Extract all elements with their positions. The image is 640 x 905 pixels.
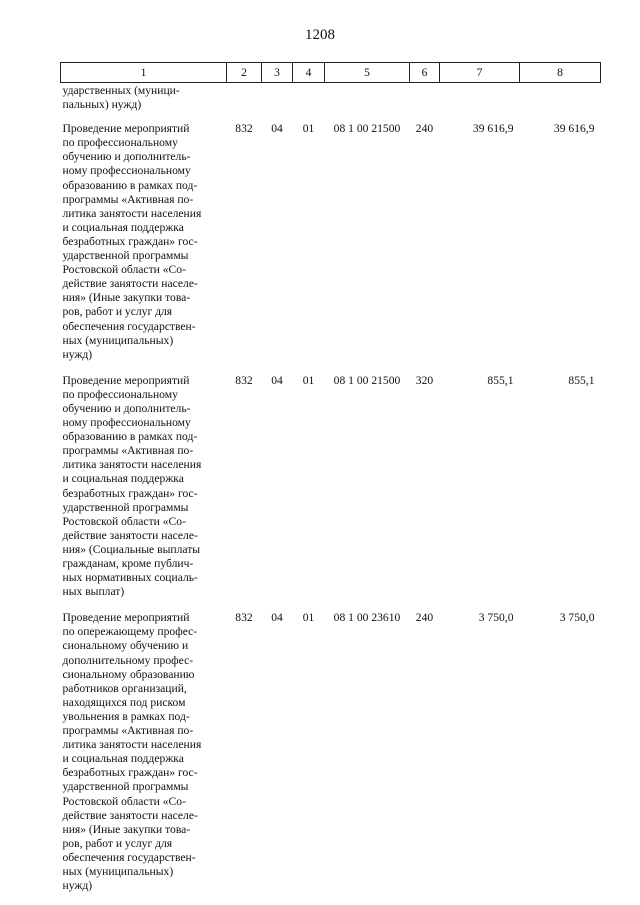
- text-line: ударственных (муници-: [62, 84, 180, 97]
- text-line: гражданам, кроме публич-: [62, 557, 194, 570]
- text-line: Проведение мероприятий: [62, 373, 190, 387]
- text-line: ния» (Иные закупки това-: [62, 291, 191, 305]
- text-line: ния» (Иные закупки това-: [62, 822, 191, 836]
- section-code-cell: 04: [271, 611, 283, 625]
- text-line: сиональному образованию: [62, 667, 195, 681]
- column-header: 7: [440, 63, 520, 83]
- page-number: 1208: [305, 27, 335, 43]
- text-line: ударственной программы: [62, 500, 189, 514]
- column-number-header-row: [61, 63, 601, 83]
- text-line: обучению и дополнитель-: [62, 401, 191, 415]
- text-line: Ростовской области «Со-: [62, 514, 186, 528]
- text-line: нужд): [62, 879, 93, 893]
- ministry-code-cell: 832: [235, 122, 253, 136]
- text-line: образованию в рамках под-: [62, 430, 198, 444]
- budget-table: [60, 62, 601, 905]
- amount-cell: 3 750,0: [559, 611, 595, 625]
- text-line: действие занятости населе-: [62, 277, 198, 291]
- text-line: ных (муниципальных): [62, 864, 174, 878]
- amount-cell: 39 616,9: [553, 122, 595, 136]
- column-header: 4: [293, 63, 325, 83]
- target-article-cell: 08 1 00 21500: [333, 122, 401, 136]
- column-header: 8: [520, 63, 601, 83]
- text-line: ному профессиональному: [62, 416, 191, 430]
- text-line: программы «Активная по-: [62, 724, 194, 738]
- text-line: Ростовской области «Со-: [62, 794, 186, 808]
- text-line: ударственной программы: [62, 249, 189, 263]
- column-header: 6: [410, 63, 440, 83]
- text-line: безработных граждан» гос-: [62, 486, 198, 500]
- section-code-cell: 04: [271, 373, 283, 387]
- text-line: по профессиональному: [62, 387, 178, 401]
- column-header: 1: [61, 63, 227, 83]
- text-line: нужд): [62, 347, 93, 361]
- text-line: безработных граждан» гос-: [62, 234, 198, 248]
- text-line: работников организаций,: [62, 681, 187, 695]
- text-line: Проведение мероприятий: [62, 611, 190, 625]
- target-article-cell: 08 1 00 23610: [333, 611, 401, 625]
- table-row: [61, 122, 601, 374]
- amount-cell: 855,1: [487, 373, 514, 387]
- text-line: дополнительному профес-: [62, 653, 194, 667]
- text-line: ударственной программы: [62, 780, 189, 794]
- text-line: и социальная поддержка: [62, 472, 184, 486]
- text-line: ров, работ и услуг для: [62, 836, 173, 850]
- continuation-row: [61, 83, 601, 123]
- column-header: 3: [262, 63, 293, 83]
- text-line: литика занятости населения: [62, 206, 202, 220]
- row-description: [61, 122, 227, 374]
- text-line: обеспечения государствен-: [62, 850, 196, 864]
- ministry-code-cell: 832: [235, 373, 253, 387]
- column-header: 2: [227, 63, 262, 83]
- continuation-text: [61, 83, 227, 123]
- text-line: по профессиональному: [62, 136, 178, 150]
- text-line: по опережающему профес-: [62, 625, 198, 639]
- row-description: [61, 611, 227, 905]
- text-line: обеспечения государствен-: [62, 319, 196, 333]
- amount-cell: 3 750,0: [478, 611, 514, 625]
- text-line: и социальная поддержка: [62, 220, 184, 234]
- subsection-code-cell: 01: [302, 122, 315, 136]
- row-description: [61, 374, 227, 612]
- expense-type-cell: 240: [415, 122, 434, 136]
- subsection-code-cell: 01: [302, 373, 315, 387]
- section-code-cell: 04: [271, 122, 283, 136]
- text-line: ных нормативных социаль-: [62, 571, 198, 585]
- text-line: пальных) нужд): [62, 98, 142, 112]
- text-line: находящихся под риском: [62, 695, 186, 709]
- table-row: [61, 611, 601, 905]
- text-line: безработных граждан» гос-: [62, 766, 198, 780]
- text-line: ных выплат): [62, 585, 125, 599]
- text-line: литика занятости населения: [62, 738, 202, 752]
- text-line: ров, работ и услуг для: [62, 305, 173, 319]
- amount-cell: 39 616,9: [472, 122, 514, 136]
- text-line: увольнения в рамках под-: [62, 709, 190, 723]
- text-line: программы «Активная по-: [62, 444, 194, 458]
- text-line: ному профессиональному: [62, 164, 191, 178]
- text-line: ния» (Социальные выплаты: [62, 542, 201, 556]
- text-line: действие занятости населе-: [62, 808, 198, 822]
- text-line: литика занятости населения: [62, 458, 202, 472]
- table-row: [61, 374, 601, 612]
- expense-type-cell: 240: [415, 611, 434, 625]
- amount-cell: 855,1: [568, 373, 595, 387]
- text-line: Проведение мероприятий: [62, 122, 190, 136]
- text-line: Ростовской области «Со-: [62, 263, 186, 277]
- text-line: ных (муниципальных): [62, 333, 174, 347]
- text-line: программы «Активная по-: [62, 192, 194, 206]
- column-header: 5: [325, 63, 410, 83]
- ministry-code-cell: 832: [235, 611, 253, 625]
- text-line: и социальная поддержка: [62, 752, 184, 766]
- text-line: сиональному обучению и: [62, 639, 189, 653]
- text-line: образованию в рамках под-: [62, 178, 198, 192]
- expense-type-cell: 320: [415, 373, 434, 387]
- text-line: обучению и дополнитель-: [62, 150, 191, 164]
- subsection-code-cell: 01: [302, 611, 315, 625]
- text-line: действие занятости населе-: [62, 528, 198, 542]
- target-article-cell: 08 1 00 21500: [333, 373, 401, 387]
